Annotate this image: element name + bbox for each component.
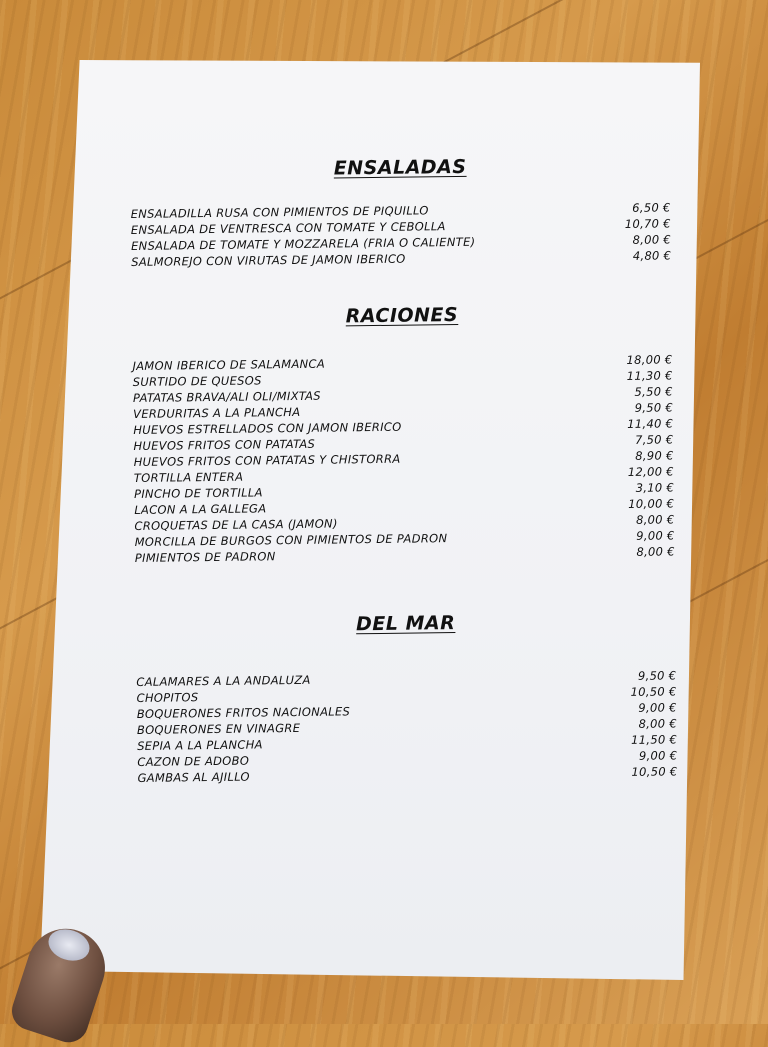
item-name: PINCHO DE TORTILLA xyxy=(133,485,263,501)
item-price: 5,50 € xyxy=(634,384,673,399)
item-price: 9,50 € xyxy=(637,668,677,683)
item-name: CAZON DE ADOBO xyxy=(137,753,250,769)
item-price: 10,70 € xyxy=(624,216,671,231)
item-price: 3,10 € xyxy=(635,480,675,495)
item-price: 7,50 € xyxy=(634,432,674,447)
item-price: 11,50 € xyxy=(631,732,678,747)
item-price: 8,00 € xyxy=(638,716,678,731)
item-price: 11,40 € xyxy=(627,416,674,431)
item-name: HUEVOS FRITOS CON PATATAS Y CHISTORRA xyxy=(133,451,401,469)
item-name: BOQUERONES EN VINAGRE xyxy=(136,720,301,737)
item-name: CHOPITOS xyxy=(136,690,199,705)
item-name: SURTIDO DE QUESOS xyxy=(132,373,262,389)
section-raciones xyxy=(132,301,675,566)
item-name: HUEVOS ESTRELLADOS CON JAMON IBERICO xyxy=(133,419,402,437)
item-price: 9,00 € xyxy=(636,528,675,543)
section-title-ensaladas: ENSALADAS xyxy=(333,155,467,180)
item-price: 9,50 € xyxy=(634,400,674,415)
item-name: SEPIA A LA PLANCHA xyxy=(137,737,263,753)
item-price: 10,50 € xyxy=(631,764,678,779)
item-list xyxy=(132,351,675,566)
item-name: BOQUERONES FRITOS NACIONALES xyxy=(136,704,351,721)
menu-content xyxy=(130,153,678,786)
item-price: 8,90 € xyxy=(635,448,674,463)
item-name: PIMIENTOS DE PADRON xyxy=(134,549,276,565)
item-name: CALAMARES A LA ANDALUZA xyxy=(136,672,311,689)
item-name: MORCILLA DE BURGOS CON PIMIENTOS DE PADRON xyxy=(134,531,448,549)
item-price: 4,80 € xyxy=(632,248,672,263)
item-list xyxy=(136,667,677,786)
item-name: SALMOREJO CON VIRUTAS DE JAMON IBERICO xyxy=(131,251,406,269)
item-name: JAMON IBERICO DE SALAMANCA xyxy=(132,356,326,373)
item-price: 11,30 € xyxy=(626,368,673,383)
item-price: 8,00 € xyxy=(636,544,675,559)
item-name: VERDURITAS A LA PLANCHA xyxy=(133,404,301,421)
item-price: 18,00 € xyxy=(626,352,673,367)
item-price: 10,00 € xyxy=(628,496,675,511)
section-title-del-mar: DEL MAR xyxy=(355,612,456,636)
item-price: 10,50 € xyxy=(630,684,677,699)
item-name: LACON A LA GALLEGA xyxy=(134,501,267,517)
item-name: ENSALADA DE VENTRESCA CON TOMATE Y CEBOLLA xyxy=(130,219,446,237)
item-price: 9,00 € xyxy=(638,748,678,763)
item-price: 9,00 € xyxy=(638,700,677,715)
section-title-raciones: RACIONES xyxy=(345,304,459,328)
item-name: CROQUETAS DE LA CASA (JAMON) xyxy=(134,516,338,533)
item-price: 8,00 € xyxy=(635,512,675,527)
item-name: GAMBAS AL AJILLO xyxy=(137,769,250,785)
section-ensaladas xyxy=(130,153,671,270)
item-price: 8,00 € xyxy=(632,232,672,247)
item-name: ENSALADA DE TOMATE Y MOZZARELA (FRIA O CALIENTE) xyxy=(130,234,476,253)
item-name: ENSALADILLA RUSA CON PIMIENTOS DE PIQUILLO xyxy=(130,203,429,221)
section-del-mar xyxy=(136,609,678,786)
item-price: 6,50 € xyxy=(632,200,671,215)
item-price: 12,00 € xyxy=(627,464,674,479)
item-name: PATATAS BRAVA/ALI OLI/MIXTAS xyxy=(132,388,321,405)
item-name: HUEVOS FRITOS CON PATATAS xyxy=(133,436,316,453)
item-name: TORTILLA ENTERA xyxy=(133,469,244,485)
item-list xyxy=(131,199,672,270)
